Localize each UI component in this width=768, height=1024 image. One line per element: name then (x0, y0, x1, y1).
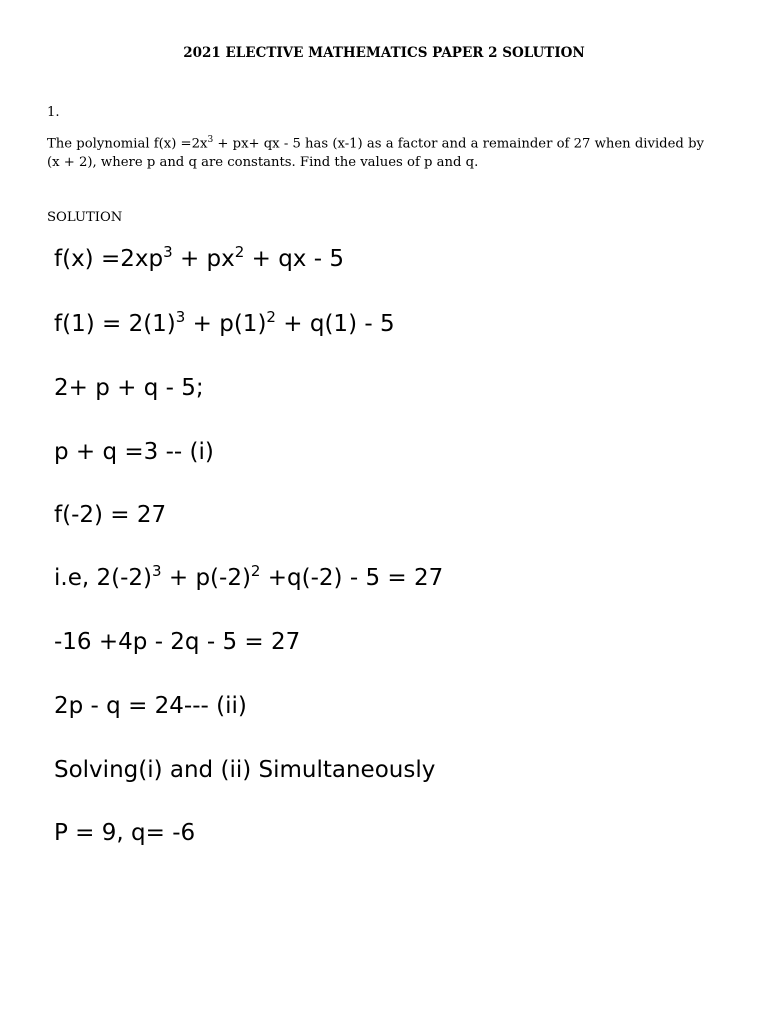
step-9: Solving(i) and (ii) Simultaneously (54, 757, 436, 783)
question-line-1-pre: The polynomial f(x) =2x (47, 136, 208, 152)
step-5: f(-2) = 27 (54, 502, 167, 528)
step-1-part-c: + qx - 5 (244, 246, 344, 272)
step-6 (54, 563, 443, 593)
step-1-part-a: f(x) =2xp (54, 246, 164, 272)
step-1-exp-a: 3 (163, 243, 173, 261)
step-6-part-c: +q(-2) - 5 = 27 (260, 565, 444, 591)
step-6-part-a: i.e, 2(-2) (54, 565, 152, 591)
question-line-1-post: + px+ qx - 5 has (x-1) as a factor and a remainder of 27 when divided by (213, 136, 704, 152)
step-2-part-b: + p(1) (185, 311, 267, 337)
step-6-part-b: + p(-2) (161, 565, 251, 591)
question-line-1 (47, 131, 727, 153)
question-exponent: 3 (207, 135, 214, 145)
question-text (47, 131, 727, 172)
question-line-2: (x + 2), where p and q are constants. Find the values of p and q. (47, 155, 479, 171)
step-2 (54, 309, 395, 339)
step-3: 2+ p + q - 5; (54, 375, 204, 401)
step-2-part-a: f(1) = 2(1) (54, 311, 176, 337)
step-2-exp-b: 2 (266, 308, 276, 326)
step-6-exp-b: 2 (250, 562, 261, 580)
step-6-exp-a: 3 (152, 562, 162, 580)
step-7: -16 +4p - 2q - 5 = 27 (54, 629, 301, 655)
step-8: 2p - q = 24--- (ii) (54, 693, 247, 719)
step-1-part-b: + px (172, 246, 235, 272)
step-1 (54, 244, 344, 274)
step-10-answer: P = 9, q= -6 (54, 820, 196, 846)
step-4: p + q =3 -- (i) (54, 439, 214, 465)
page-title: 2021 ELECTIVE MATHEMATICS PAPER 2 SOLUTION (183, 45, 585, 61)
step-2-exp-a: 3 (175, 308, 186, 326)
question-number: 1. (47, 105, 60, 120)
solution-label: SOLUTION (47, 210, 123, 225)
step-2-part-c: + q(1) - 5 (275, 311, 395, 337)
step-1-exp-b: 2 (234, 243, 245, 261)
